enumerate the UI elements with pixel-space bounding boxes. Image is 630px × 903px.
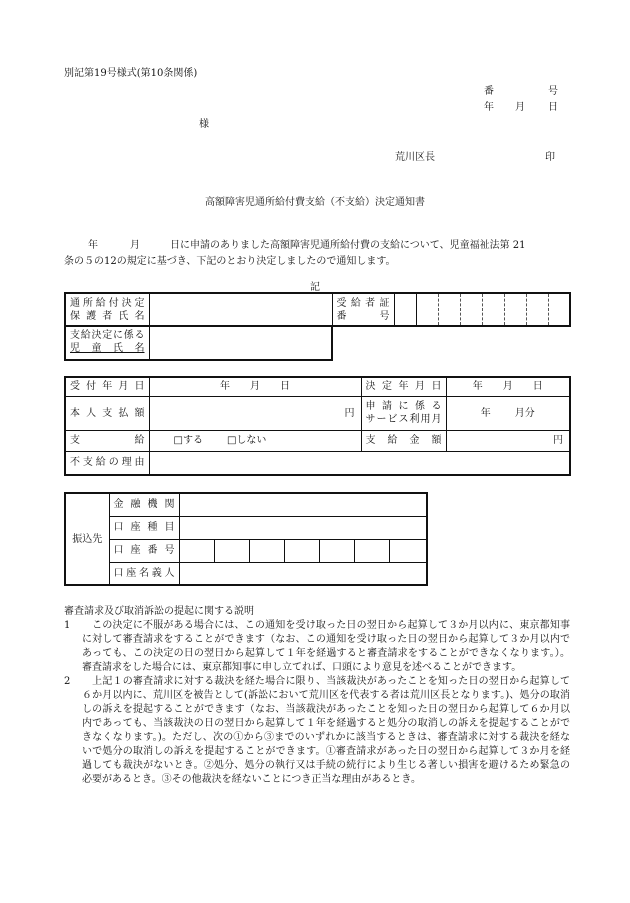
bank-institution-field[interactable] bbox=[179, 493, 427, 516]
service-month-field[interactable]: 年 月分 bbox=[446, 396, 570, 430]
note-item: 1 この決定に不服がある場合には、この通知を受け取った日の翌日から起算して３か月以内に、東京都知事に対して審査請求をすることができます（なお、この通知を受け取った日の翌日から起算して３か月以内であっても、この決定の日の翌日から起算して１年を経過すると審査請求をすることができなくなります。）。審査請求をした場合には、東京都知事に申し立てれば、口頭により意見を述べることができます。 bbox=[64, 620, 570, 673]
recipient-digit-box[interactable] bbox=[526, 293, 548, 326]
intro-line-2: 条の５の12の規定に基づき、下記のとおり決定しましたので通知します。 bbox=[64, 256, 396, 267]
child-label: 支給決定に係る 児童氏名 bbox=[65, 325, 149, 360]
account-digit-box[interactable] bbox=[319, 539, 354, 562]
payment-amount-label: 支給金額 bbox=[361, 430, 446, 451]
number-suffix: 号 bbox=[548, 86, 558, 97]
number-label: 番 bbox=[484, 86, 494, 97]
date-month: 月 bbox=[515, 102, 525, 113]
guardian-label: 通所給付決定 保護者氏名 bbox=[65, 293, 149, 326]
addressee-honorific: 様 bbox=[199, 119, 209, 130]
decision-date-field[interactable]: 年 月 日 bbox=[446, 377, 570, 396]
bank-institution-label: 金融機関 bbox=[109, 493, 179, 516]
child-table bbox=[64, 325, 333, 361]
account-digit-box[interactable] bbox=[179, 539, 214, 562]
payment-no-checkbox[interactable]: □しない bbox=[226, 435, 267, 446]
bank-transfer-label: 振込先 bbox=[65, 493, 109, 585]
received-date-label: 受付年月日 bbox=[65, 377, 149, 396]
recipient-digit-box[interactable] bbox=[416, 293, 438, 326]
service-month-label: 申請に係る サービス利用月 bbox=[361, 396, 446, 430]
payment-amount-field[interactable]: 円 bbox=[446, 430, 570, 451]
recipient-digit-box[interactable] bbox=[438, 293, 460, 326]
ki-heading: 記 bbox=[310, 282, 320, 293]
bank-table bbox=[64, 492, 428, 586]
payment-label: 支給 bbox=[65, 430, 149, 451]
account-type-label: 口座種目 bbox=[109, 516, 179, 539]
child-name-field[interactable] bbox=[149, 325, 332, 360]
account-type-field[interactable] bbox=[179, 516, 427, 539]
payment-yes-checkbox[interactable]: □する bbox=[173, 435, 203, 446]
decision-date-label: 決定年月日 bbox=[361, 377, 446, 396]
notes-heading: 審査請求及び取消訴訟の提起に関する説明 bbox=[64, 606, 254, 617]
recipient-digit-box[interactable] bbox=[394, 293, 416, 326]
reason-field[interactable] bbox=[149, 451, 570, 475]
note-item: 2 上記１の審査請求に対する裁決を経た場合に限り、当該裁決があったことを知った日の翌日から起算して６か月以内に、荒川区を被告として(訴訟において荒川区を代表する者は荒川区長となります。)、処分の取消しの訴えを提起することができます（なお、当該裁決があったことを知った日の翌日から起算して６か月以内であっても、当該裁決の日の翌日から起算して１年を経過すると処分の取消しの訴えを提起することができなくなります。)。ただし、次の①から③までのいずれかに該当するときは、審査請求に対する裁決を経ないで処分の取消しの訴えを提起することができます。①審査請求があった日の翌日から起算して３か月を経過しても裁決がないとき。②処分、処分の執行又は手続の続行により生じる著しい損害を避けるため緊急の必要があるとき。③その他裁決を経ないことにつき正当な理由があるとき。 bbox=[64, 676, 570, 785]
seal-mark: 印 bbox=[545, 152, 555, 163]
date-year: 年 bbox=[484, 102, 494, 113]
account-digit-box[interactable] bbox=[214, 539, 249, 562]
account-number-label: 口座番号 bbox=[109, 539, 179, 562]
intro-line-1: 年 月 日に申請のありました高額障害児通所給付費の支給について、児童福祉法第 21 bbox=[88, 240, 526, 251]
issuer-name: 荒川区長 bbox=[395, 152, 435, 163]
recipient-digit-box[interactable] bbox=[548, 293, 570, 326]
self-pay-label: 本人支払額 bbox=[65, 396, 149, 430]
guardian-name-field[interactable] bbox=[149, 293, 332, 326]
document-title: 高額障害児通所給付費支給（不支給）決定通知書 bbox=[205, 197, 425, 208]
account-digit-box[interactable] bbox=[284, 539, 319, 562]
account-digit-box[interactable] bbox=[389, 539, 427, 562]
payment-choice bbox=[149, 430, 361, 451]
account-digit-box[interactable] bbox=[249, 539, 284, 562]
decision-table bbox=[64, 376, 571, 476]
account-holder-label: 口座名義人 bbox=[109, 562, 179, 585]
account-digit-box[interactable] bbox=[354, 539, 389, 562]
appeal-notes bbox=[64, 605, 570, 787]
recipient-digit-box[interactable] bbox=[482, 293, 504, 326]
received-date-field[interactable]: 年 月 日 bbox=[149, 377, 361, 396]
form-number: 別記第19号様式(第10条関係) bbox=[64, 68, 198, 79]
self-pay-field[interactable]: 円 bbox=[149, 396, 361, 430]
recipient-number-label: 受給者証 番号 bbox=[332, 293, 394, 326]
recipient-table bbox=[64, 292, 571, 327]
account-holder-field[interactable] bbox=[179, 562, 427, 585]
date-day: 日 bbox=[548, 102, 558, 113]
recipient-digit-box[interactable] bbox=[504, 293, 526, 326]
reason-label: 不支給の理由 bbox=[65, 451, 149, 475]
recipient-digit-box[interactable] bbox=[460, 293, 482, 326]
